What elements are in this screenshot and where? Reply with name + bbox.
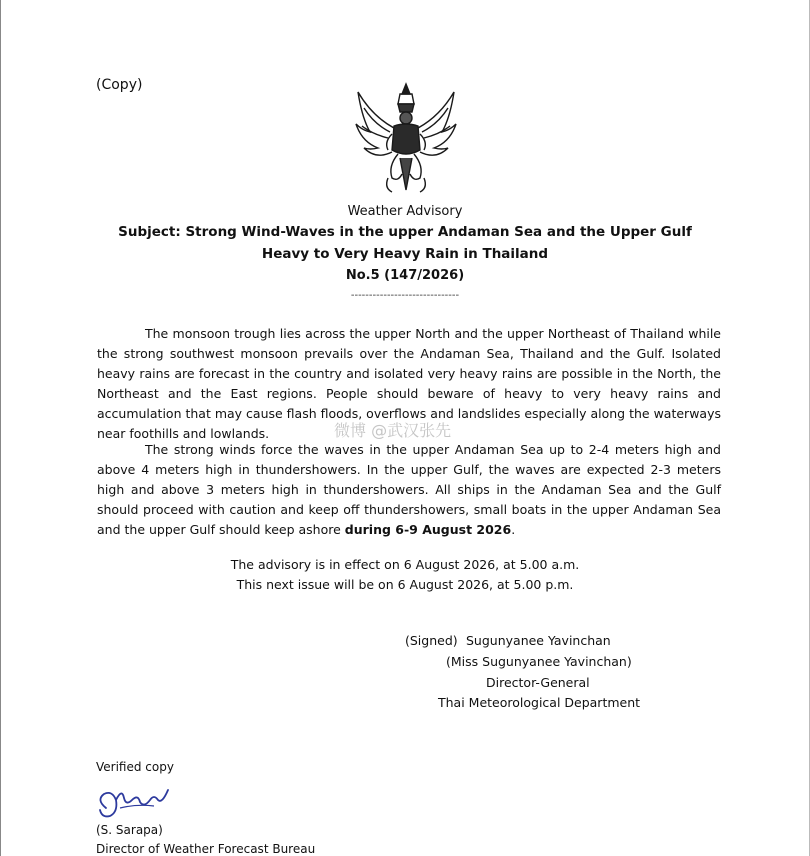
signatory-department: Thai Meteorological Department [438,695,641,710]
signed-label: (Signed) [405,633,458,648]
signatory-full-name: (Miss Sugunyanee Yavinchan) [446,654,632,669]
verified-copy-label: Verified copy [96,760,174,774]
signed-name: Sugunyanee Yavinchan [466,633,611,648]
paragraph-waves-end: . [511,522,516,537]
garuda-emblem-icon [348,78,464,196]
effect-line-2: This next issue will be on 6 August 2026, at 5.00 p.m. [236,577,574,592]
issue-number: No.5 (147/2026) [345,268,465,283]
handwritten-signature-icon [92,780,172,822]
subject-line-2: Heavy to Very Heavy Rain in Thailand [261,246,549,262]
title-rule: ------------------------------ [350,290,460,301]
watermark: 微博 @武汉张先 [334,421,452,440]
verifier-position: Director of Weather Forecast Bureau [96,842,316,856]
paragraph-waves-text: The strong winds force the waves in the upper Andaman Sea up to 2-4 meters high and above 4 meters high in thundershowers. In the upper Gulf, the waves are expected 2-3 meters high and above 3 meters high in thundershowers. All ships in the Andaman Sea and the Gulf should proceed with caution and keep off thundershowers, small boats in the upper Andaman Sea and the upper Gulf should keep ashore [97,442,721,537]
paragraph-waves-dates: during 6-9 August 2026 [344,522,512,537]
page-border-left [0,0,1,856]
subject-line-1: Subject: Strong Wind-Waves in the upper Andaman Sea and the Upper Gulf [118,224,692,240]
advisory-title: Weather Advisory [347,204,463,219]
paragraph-monsoon: The monsoon trough lies across the upper North and the upper Northeast of Thailand while the strong southwest monsoon prevails over the Andaman Sea, Thailand and the Gulf. Isolated heavy rains are forecast in the country and isolated very heavy rains are possible in the North, the Northeast and the East regions. People should beware of heavy to very heavy rains and accumulation that may cause flash floods, overflows and landslides especially along the waterways near foothills and lowlands. [97,326,721,441]
effect-line-1: The advisory is in effect on 6 August 2026, at 5.00 a.m. [230,557,580,572]
signatory-position: Director-General [486,675,590,690]
copy-label: (Copy) [96,77,143,93]
verifier-name: (S. Sarapa) [96,823,163,837]
paragraph-waves [97,440,721,540]
